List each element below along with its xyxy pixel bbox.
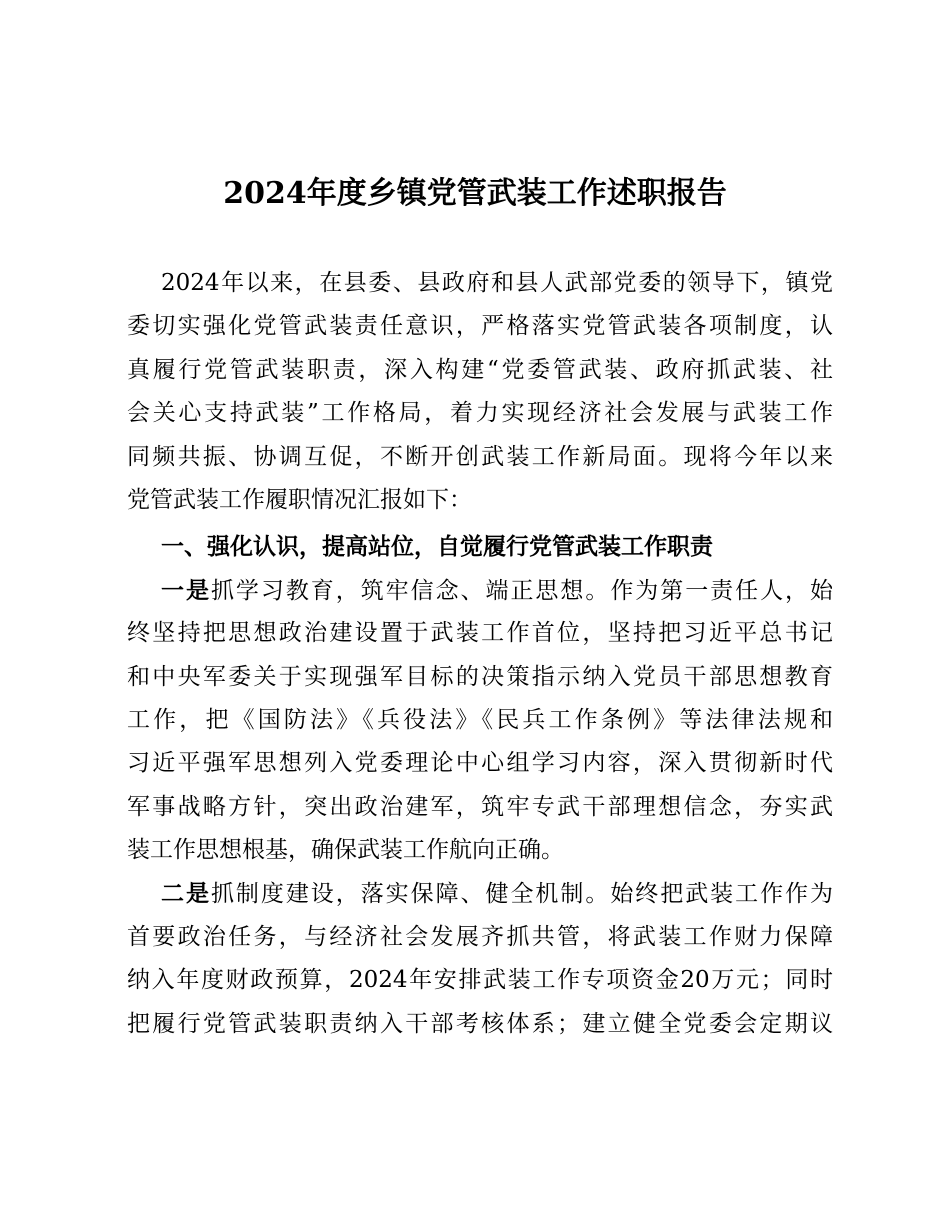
item-text: 抓学习教育，筑牢信念、端正思想。作为第一责任人，始	[210, 577, 834, 604]
text-line: 党管武装工作履职情况汇报如下：	[127, 486, 472, 513]
text-line: 装工作思想根基，确保武装工作航向正确。	[127, 837, 564, 864]
text-line: 委切实强化党管武装责任意识，严格落实党管武装各项制度，认	[127, 313, 833, 340]
text-line: 2024年以来，在县委、县政府和县人武部党委的领导下，镇党	[161, 270, 833, 296]
section-heading: 一、强化认识，提高站位，自觉履行党管武装工作职责	[161, 533, 713, 561]
text-line: 和中央军委关于实现强军目标的决策指示纳入党员干部思想教育	[127, 663, 833, 690]
item-text: 抓制度建设，落实保障、健全机制。始终把武装工作作为	[210, 881, 834, 908]
text-line: 纳入年度财政预算，2024年安排武装工作专项资金20万元；同时	[127, 967, 833, 994]
document-body	[127, 262, 833, 1046]
text-line: 工作，把《国防法》《兵役法》《民兵工作条例》等法律法规和	[127, 706, 833, 733]
text-line: 把履行党管武装职责纳入干部考核体系；建立健全党委会定期议	[127, 1010, 833, 1037]
item-two-paragraph	[127, 872, 833, 1046]
text-line: 同频共振、协调互促，不断开创武装工作新局面。现将今年以来	[127, 443, 833, 470]
item-one-paragraph	[127, 569, 833, 873]
item-prefix: 一是	[161, 576, 211, 604]
intro-paragraph	[127, 262, 833, 522]
text-line: 真履行党管武装职责，深入构建“党委管武装、政府抓武装、社	[127, 356, 833, 383]
document-title: 2024年度乡镇党管武装工作述职报告	[223, 176, 727, 211]
text-line	[127, 872, 833, 915]
text-line	[127, 569, 833, 612]
text-line: 习近平强军思想列入党委理论中心组学习内容，深入贯彻新时代	[127, 750, 833, 777]
text-line: 终坚持把思想政治建设置于武装工作首位，坚持把习近平总书记	[127, 620, 833, 647]
item-prefix: 二是	[161, 880, 211, 908]
text-line: 首要政治任务，与经济社会发展齐抓共管，将武装工作财力保障	[127, 923, 833, 950]
text-line: 会关心支持武装”工作格局，着力实现经济社会发展与武装工作	[127, 400, 833, 427]
text-line: 军事战略方针，突出政治建军，筑牢专武干部理想信念，夯实武	[127, 793, 833, 820]
